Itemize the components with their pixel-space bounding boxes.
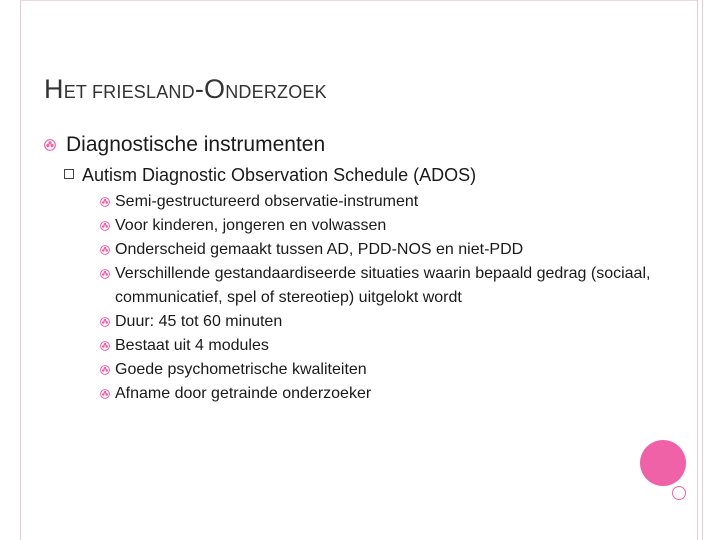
clover-bullet-icon [100, 221, 110, 231]
list-item-text: Semi-gestructureerd observatie-instrument [115, 193, 419, 210]
list-item-text: Duur: 45 tot 60 minuten [115, 313, 283, 330]
frame-left-line [20, 0, 21, 540]
title-separator: - [194, 74, 205, 104]
list-item [44, 214, 664, 238]
square-bullet-icon [64, 169, 74, 179]
list-item-text: Voor kinderen, jongeren en volwassen [115, 217, 387, 234]
list-item [44, 310, 664, 334]
list-item-text: Bestaat uit 4 modules [115, 337, 269, 354]
clover-bullet-icon [100, 389, 110, 399]
list-item [44, 238, 664, 262]
frame-right-line-2 [702, 0, 703, 540]
frame-top-line [20, 0, 698, 1]
bullet-level2 [44, 162, 664, 188]
clover-bullet-icon [100, 197, 110, 207]
list-item [44, 334, 664, 358]
clover-bullet-icon [100, 341, 110, 351]
clover-bullet-icon [100, 365, 110, 375]
list-item [44, 382, 664, 406]
title-rest-1: ET FRIESLAND [63, 82, 195, 102]
list-item-text: Onderscheid gemaakt tussen AD, PDD-NOS en niet-PDD [115, 241, 524, 258]
clover-bullet-icon [100, 317, 110, 327]
clover-bullet-icon [100, 269, 110, 279]
level2-label: Autism Diagnostic Observation Schedule (ADOS) [82, 165, 477, 185]
decorative-ring-circle [672, 486, 686, 500]
title-cap-h: H [44, 74, 64, 104]
bullet-level1 [44, 130, 664, 160]
clover-bullet-icon [100, 245, 110, 255]
list-item-text: Verschillende gestandaardiseerde situaties waarin bepaald gedrag (sociaal, communicatief, spel of stereotiep) uitgelokt wordt [115, 265, 651, 306]
level1-label: Diagnostische instrumenten [66, 133, 326, 156]
title-cap-o: O [204, 74, 226, 104]
slide-title [44, 74, 327, 105]
list-item [44, 358, 664, 382]
list-item-text: Goede psychometrische kwaliteiten [115, 361, 367, 378]
list-item [44, 262, 664, 310]
clover-bullet-icon [44, 139, 56, 151]
decorative-pink-circle [640, 440, 686, 486]
slide-content [44, 130, 664, 406]
title-rest-2: NDERZOEK [225, 82, 327, 102]
sub-bullet-list [44, 190, 664, 406]
list-item [44, 190, 664, 214]
list-item-text: Afname door getrainde onderzoeker [115, 385, 372, 402]
frame-right-line [697, 0, 698, 540]
